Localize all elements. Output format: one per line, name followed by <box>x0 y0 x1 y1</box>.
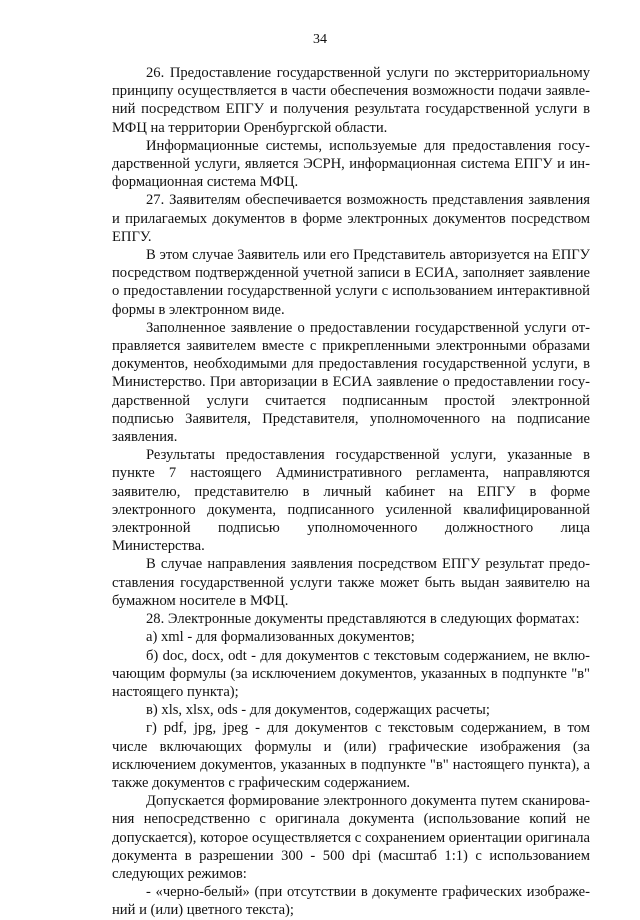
paragraph-27: 27. Заявителям обеспечивается возможность представления заявления и прилагаемых документов в форме электронных документов посредством ЕПГУ. <box>112 192 590 245</box>
paragraph-28: 28. Электронные документы представляются в следующих форматах: <box>146 611 580 628</box>
paragraph-authorization: В этом случае Заявитель или его Представитель авторизуется на ЕПГУ посредством подтвержденной учетной записи в ЕСИА, заполняет заявление о предоставлении государственной услуги с использованием интерактивной формы в электронном виде. <box>112 247 590 318</box>
list-item-black-white: - «черно-белый» (при отсутствии в документе графических изображений и (или) цветного текста); <box>112 884 590 919</box>
list-item-v: в) xls, xlsx, ods - для документов, содержащих расчеты; <box>146 702 490 719</box>
list-item-b: б) doc, docx, odt - для документов с текстовым содержанием, не включающим формулы (за исключением документов, указанных в подпункте "в" настоящего пункта); <box>112 647 590 700</box>
paragraph-information-systems: Информационные системы, используемые для предоставления государственной услуги, является ЭСРН, информационная система ЕПГУ и информационная система МФЦ. <box>112 137 590 191</box>
paragraph-results: Результаты предоставления государственной услуги, указанные в пункте 7 настоящего Административного регламента, направляются заявителю, представителю в личный кабинет на ЕПГУ в форме электронного документа, подписанного усиленной квалифицированной электронной подписью уполномоченного должностного лица Министерства. <box>112 447 590 555</box>
list-item-a: а) xml - для формализованных документов; <box>146 629 415 646</box>
paragraph-26: 26. Предоставление государственной услуги по экстерриториальному принципу осуществляется в части обеспечения возможности подачи заявлений посредством ЕПГУ и получения результата государственной услуги в МФЦ на территории Оренбургской области. <box>112 65 590 136</box>
list-item-g: г) pdf, jpg, jpeg - для документов с текстовым содержанием, в том числе включающих формулы и (или) графические изображения (за исключением документов, указанных в подпункте "в" настоящего пункта), а также документов с графическим содержанием. <box>112 720 590 791</box>
paragraph-scanning: Допускается формирование электронного документа путем сканирования непосредственно с оригинала документа (использование копий не допускается), которое осуществляется с сохранением ориентации оригинала документа в разрешении 300 - 500 dpi (масштаб 1:1) с использованием следующих режимов: <box>112 793 590 882</box>
paragraph-paper-result: В случае направления заявления посредством ЕПГУ результат предоставления государственной услуги также может быть выдан заявителю на бумажном носителе в МФЦ. <box>112 556 590 609</box>
page-number: 34 <box>313 32 327 47</box>
document-body <box>112 64 590 920</box>
paragraph-submission: Заполненное заявление о предоставлении государственной услуги отправляется заявителем вместе с прикрепленными электронными образами документов, необходимыми для предоставления государственной услуги, в Министерство. При авторизации в ЕСИА заявление о предоставлении государственной услуги считается подписанным простой электронной подписью Заявителя, Представителя, уполномоченного на подписание заявления. <box>112 319 590 446</box>
